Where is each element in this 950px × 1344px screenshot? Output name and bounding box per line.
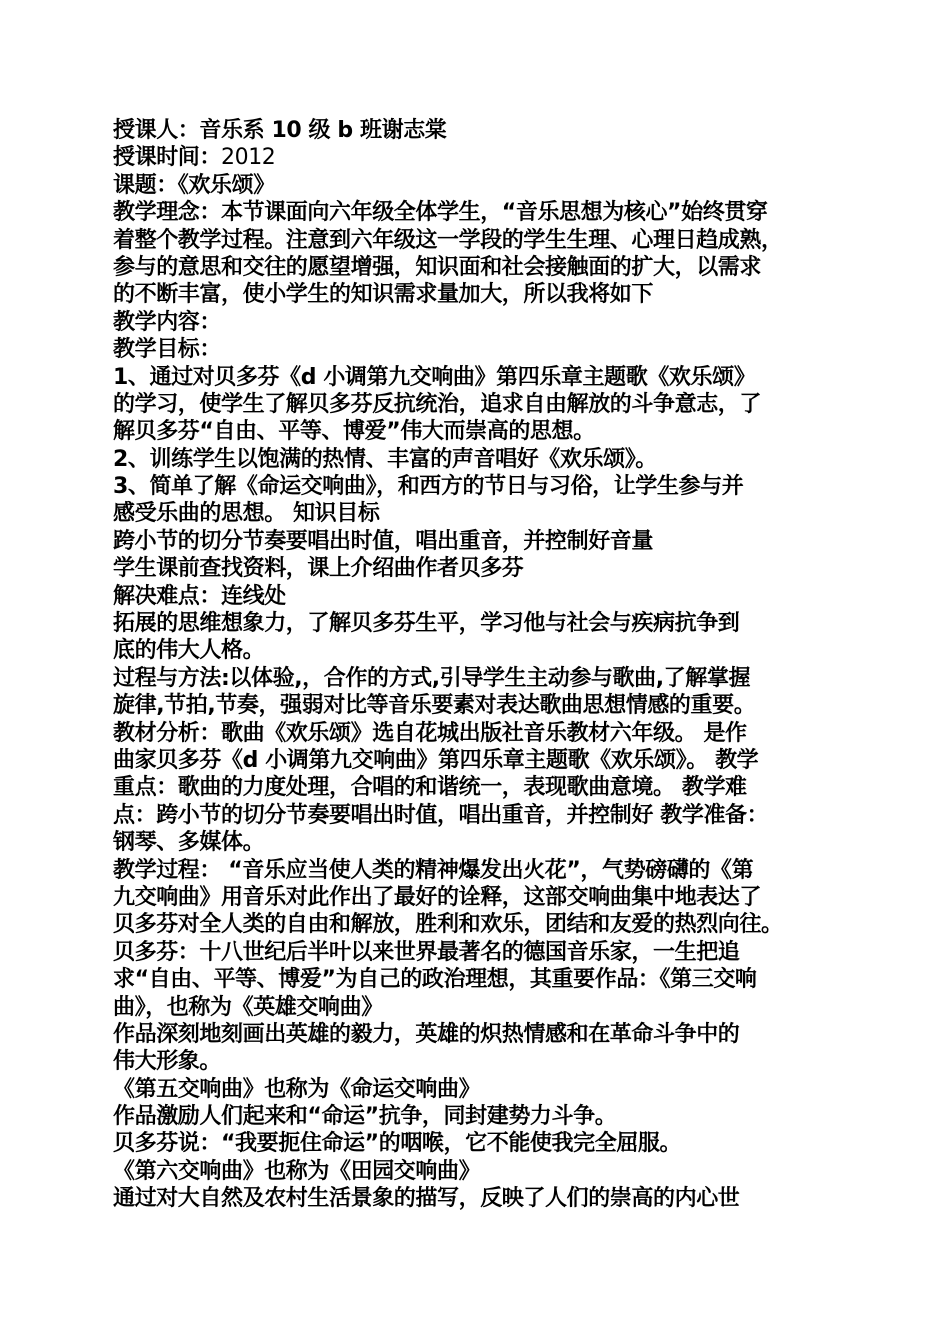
text-line: 底的伟大人格。 <box>113 638 265 664</box>
text-line: 钢琴、多媒体。 <box>113 830 265 856</box>
text-line: 1、通过对贝多芬《d 小调第九交响曲》第四乐章主题歌《欢乐颂》 <box>113 364 756 390</box>
text-line: 《第五交响曲》也称为《命运交响曲》 <box>113 1076 481 1102</box>
text-line: 作品深刻地刻画出英雄的毅力，英雄的炽热情感和在革命斗争中的 <box>113 1021 740 1047</box>
text-line: 点：跨小节的切分节奏要唱出时值，唱出重音，并控制好 教学准备： <box>113 802 769 828</box>
text-line: 过程与方法:以体验,，合作的方式,引导学生主动参与歌曲,了解掌握 <box>113 665 751 691</box>
text-line: 解贝多芬“自由、平等、博爱”伟大而崇高的思想。 <box>113 419 595 445</box>
text-line: 重点：歌曲的力度处理，合唱的和谐统一，表现歌曲意境。 教学难 <box>113 775 747 801</box>
text-line: 拓展的思维想象力，了解贝多芬生平，学习他与社会与疾病抗争到 <box>113 611 740 637</box>
text-line: 作品激励人们起来和“命运”抗争，同封建势力斗争。 <box>113 1104 617 1130</box>
text-line: 旋律,节拍,节奏，强弱对比等音乐要素对表达歌曲思想情感的重要。 <box>113 693 756 719</box>
text-line: 曲家贝多芬《d 小调第九交响曲》第四乐章主题歌《欢乐颂》。 教学 <box>113 747 759 773</box>
text-line: 求“自由、平等、博爱”为自己的政治理想，其重要作品：《第三交响 <box>113 967 757 993</box>
text-line: 贝多芬说：“我要扼住命运”的咽喉，它不能使我完全屈服。 <box>113 1131 682 1157</box>
text-line: 的学习，使学生了解贝多芬反抗统治，追求自由解放的斗争意志，了 <box>113 391 762 417</box>
lesson-time-value: 2012 <box>221 145 276 171</box>
text-line: 3、简单了解《命运交响曲》，和西方的节日与习俗，让学生参与并 <box>113 474 744 500</box>
text-line: 通过对大自然及农村生活景象的描写，反映了人们的崇高的内心世 <box>113 1186 740 1212</box>
text-line: 曲》，也称为《英雄交响曲》 <box>113 994 383 1020</box>
text-line: 着整个教学过程。注意到六年级这一学段的学生生理、心理日趋成熟， <box>113 227 783 253</box>
text-line: 课题：《欢乐颂》 <box>113 172 275 198</box>
text-line: 授课人：音乐系 10 级 b 班谢志棠 <box>113 118 447 143</box>
text-line: 贝多芬：十八世纪后半叶以来世界最著名的德国音乐家，一生把追 <box>113 939 740 965</box>
text-line: 教学内容： <box>113 309 222 335</box>
text-line: 2、训练学生以饱满的热情、丰富的声音唱好《欢乐颂》。 <box>113 446 657 472</box>
text-line: 伟大形象。 <box>113 1049 222 1075</box>
lesson-plan-text <box>113 117 848 1213</box>
text-line: 教学过程： “音乐应当使人类的精神爆发出火花”，气势磅礴的《第 <box>113 857 754 883</box>
text-line: 教材分析：歌曲《欢乐颂》选自花城出版社音乐教材六年级。 是作 <box>113 720 747 746</box>
text-line: 《第六交响曲》也称为《田园交响曲》 <box>113 1158 481 1184</box>
text-line: 教学理念：本节课面向六年级全体学生，“音乐思想为核心”始终贯穿 <box>113 200 768 226</box>
text-line: 解决难点：连线处 <box>113 583 286 609</box>
text-line: 贝多芬对全人类的自由和解放，胜利和欢乐，团结和友爱的热烈向往。 <box>113 912 783 938</box>
text-line: 感受乐曲的思想。 知识目标 <box>113 501 380 527</box>
lesson-time-label: 授课时间： <box>113 145 222 171</box>
text-line: 的不断丰富，使小学生的知识需求量加大，所以我将如下 <box>113 282 654 308</box>
text-line: 教学目标： <box>113 337 222 363</box>
text-line: 学生课前查找资料，课上介绍曲作者贝多芬 <box>113 556 524 582</box>
text-line <box>113 144 848 171</box>
text-line: 九交响曲》用音乐对此作出了最好的诠释，这部交响曲集中地表达了 <box>113 884 762 910</box>
text-line: 跨小节的切分节奏要唱出时值，唱出重音，并控制好音量 <box>113 528 654 554</box>
text-line: 参与的意思和交往的愿望增强，知识面和社会接触面的扩大，以需求 <box>113 254 762 280</box>
